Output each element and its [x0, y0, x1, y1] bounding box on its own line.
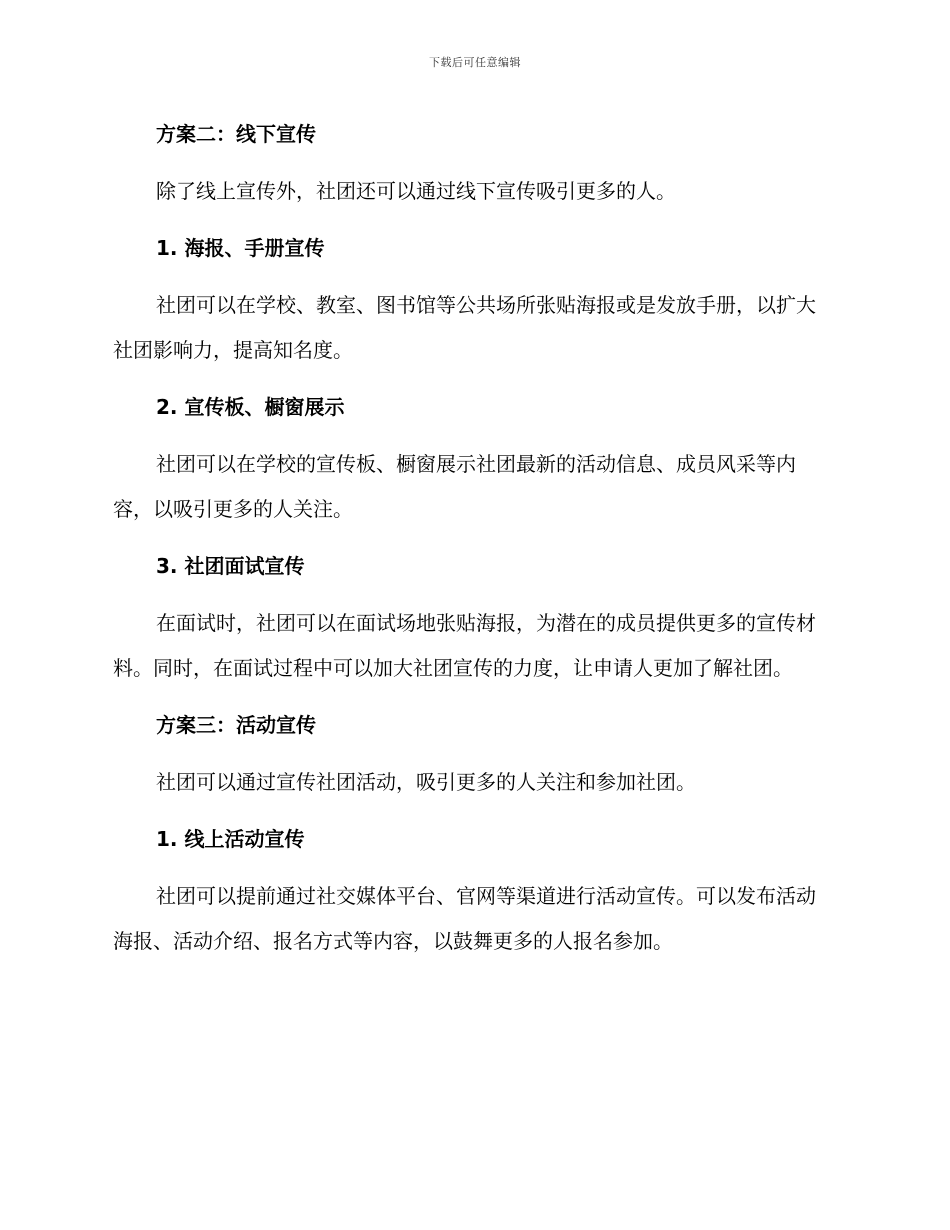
section-heading-plan-two: 方案二：线下宣传 — [156, 122, 316, 146]
paragraph-online-activities: 社团可以提前通过社交媒体平台、官网等渠道进行活动宣传。可以发布活动海报、活动介绍、报名方式等内容，以鼓舞更多的人报名参加。 — [113, 884, 816, 953]
document-body — [113, 112, 833, 976]
subheading-boards-windows: 2. 宣传板、橱窗展示 — [156, 395, 345, 419]
page-header-note: 下载后可任意编辑 — [429, 56, 521, 69]
section-heading-plan-three: 方案三：活动宣传 — [156, 713, 316, 737]
paragraph-posters-brochures: 社团可以在学校、教室、图书馆等公共场所张贴海报或是发放手册，以扩大社团影响力，提高知名度。 — [113, 293, 816, 362]
subheading-interview-promotion: 3. 社团面试宣传 — [156, 554, 305, 578]
subheading-online-activities: 1. 线上活动宣传 — [156, 827, 305, 851]
paragraph-intro-activities: 社团可以通过宣传社团活动，吸引更多的人关注和参加社团。 — [156, 770, 696, 794]
paragraph-intro-offline: 除了线上宣传外，社团还可以通过线下宣传吸引更多的人。 — [156, 179, 676, 203]
subheading-posters-brochures: 1. 海报、手册宣传 — [156, 236, 325, 260]
paragraph-boards-windows: 社团可以在学校的宣传板、橱窗展示社团最新的活动信息、成员风采等内容，以吸引更多的人关注。 — [113, 452, 796, 521]
paragraph-interview-promotion: 在面试时，社团可以在面试场地张贴海报，为潜在的成员提供更多的宣传材料。同时，在面试过程中可以加大社团宣传的力度，让申请人更加了解社团。 — [113, 611, 816, 680]
